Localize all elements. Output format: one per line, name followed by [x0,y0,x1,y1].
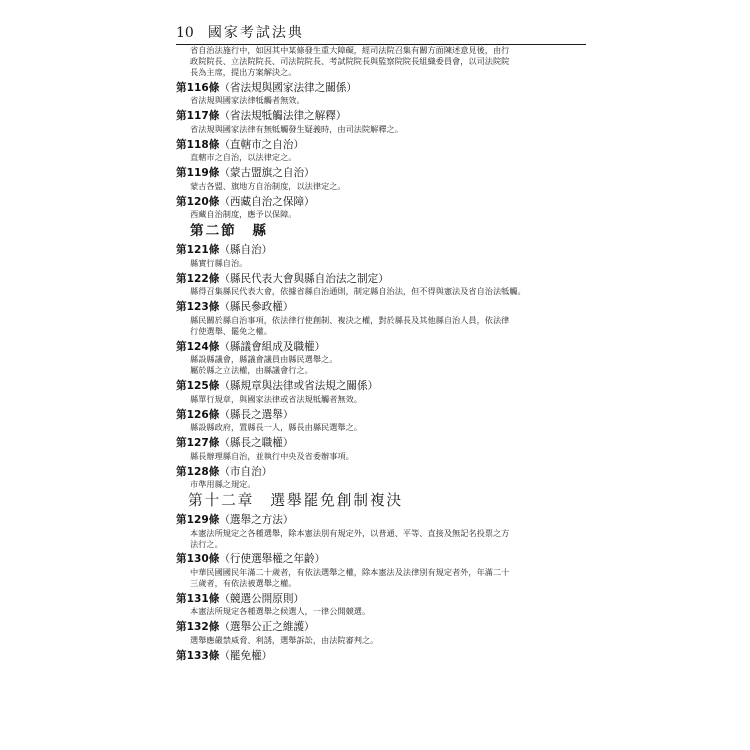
article-number: 第131條 [176,592,220,605]
article-text-line: 縣長辦理縣自治，並執行中央及省委辦事項。 [190,450,354,461]
article-heading [176,436,586,451]
article-heading [176,379,586,394]
article-text-line: 省法規與國家法律牴觸者無效。 [190,95,305,106]
body-line: 長為主席，提出方案解決之。 [190,66,297,77]
article-number: 第126條 [176,408,220,421]
article-text-line: 縣實行縣自治。 [190,257,248,268]
article [176,408,586,434]
article-heading [176,243,586,258]
article-text-line: 縣設縣議會，縣議會議員由縣民選舉之。 [190,354,338,365]
article-heading [176,166,586,181]
article-title: （縣自治） [219,244,273,257]
article-number: 第129條 [176,514,220,527]
article-number: 第130條 [176,553,220,566]
article-number: 第124條 [176,340,220,353]
document-body [176,45,586,663]
article-title: （競選公開原則） [219,592,305,605]
article-text-line: 屬於縣之立法權，由縣議會行之。 [190,365,313,376]
article-title: （行使選舉權之年齡） [219,553,326,566]
article-heading [176,513,586,528]
article-text-line: 市準用縣之規定。 [190,479,256,490]
article-title: （縣民參政權） [219,301,294,314]
article-text-line: 蒙古各盟、旗地方自治制度，以法律定之。 [190,180,346,191]
article-title: （縣規章與法律或省法規之關係） [219,380,379,393]
article-heading [176,109,586,124]
article-text-line: 本憲法所規定之各種選舉，除本憲法別有規定外，以普通、平等、直接及無記名投票之方 [190,527,510,538]
chapter-label: 第十二章 [188,492,255,510]
article-title: （省法規與國家法律之關係） [219,81,358,94]
article-heading [176,300,586,315]
article-heading [176,649,586,664]
article [176,300,586,336]
article-title: （市自治） [219,465,273,478]
article-text-line: 縣單行規章，與國家法律或省法規牴觸者無效。 [190,393,362,404]
article-text-line: 行使選舉、罷免之權。 [190,325,272,336]
article-title: （罷免權） [219,649,273,662]
article-heading [176,340,586,355]
page-header [176,22,586,46]
article-heading [176,552,586,567]
article [176,552,586,588]
article-heading [176,195,586,210]
article [176,649,586,664]
article-number: 第122條 [176,272,220,285]
article-number: 第133條 [176,649,220,662]
article-title: （縣長之選舉） [219,408,294,421]
article-number: 第123條 [176,301,220,314]
article-text-line: 法行之。 [190,538,223,549]
article [176,436,586,462]
article-number: 第132條 [176,621,220,634]
article-heading [176,592,586,607]
article-title: （直轄市之自治） [219,138,305,151]
article-title: （省法規牴觸法律之解釋） [219,110,347,123]
article [176,620,586,646]
article-number: 第120條 [176,195,220,208]
article [176,138,586,164]
article-number: 第118條 [176,138,220,151]
article-number: 第116條 [176,81,220,94]
article [176,195,586,221]
chapter-title [176,491,586,510]
article-text-line: 本憲法所規定各種選舉之候選人，一律公開競選。 [190,606,371,617]
article-title: （縣民代表大會與縣自治法之制定） [219,272,389,285]
article-title: （西藏自治之保障） [219,195,315,208]
article-heading [176,408,586,423]
article [176,513,586,549]
page-number: 10 [176,25,194,41]
article [176,109,586,135]
article [176,272,586,298]
article-heading [176,465,586,480]
book-title: 國家考試法典 [207,25,304,41]
article-number: 第117條 [176,110,220,123]
body-line: 政院院長、立法院院長、司法院院長、考試院院長與監察院院長組織委員會，以司法院院 [190,55,510,66]
article-number: 第127條 [176,437,220,450]
article-number: 第121條 [176,244,220,257]
article-number: 第125條 [176,380,220,393]
article-text-line: 縣民關於縣自治事項，依法律行使創制、複決之權，對於縣長及其他縣自治人員，依法律 [190,314,510,325]
article-number: 第128條 [176,465,220,478]
article-heading [176,272,586,287]
article-number: 第119條 [176,167,220,180]
article-title: （選舉公正之維護） [219,621,315,634]
body-line: 省自治法施行中，如因其中某條發生重大障礙，經司法院召集有關方面陳述意見後，由行 [190,45,510,55]
article-text-line: 選舉應嚴禁威脅、利誘，選舉訴訟，由法院審判之。 [190,634,379,645]
article-text-line: 省法規與國家法律有無牴觸發生疑義時，由司法院解釋之。 [190,123,403,134]
article [176,379,586,405]
chapter-name: 選舉罷免創制複決 [270,492,404,510]
article [176,243,586,269]
article-text-line: 縣得召集縣民代表大會，依據省縣自治通則，制定縣自治法，但不得與憲法及省自治法牴觸。 [190,286,526,297]
article [176,465,586,491]
article-heading [176,81,586,96]
article-title: （蒙古盟旗之自治） [219,167,315,180]
article-title: （縣長之職權） [219,437,294,450]
article-text-line: 西藏自治制度，應予以保障。 [190,209,297,220]
article-text-line: 直轄市之自治，以法律定之。 [190,152,297,163]
article-heading [176,620,586,635]
paragraph [176,45,586,78]
article [176,340,586,376]
article-text-line: 中華民國國民年滿二十歲者，有依法選舉之權，除本憲法及法律別有規定者外，年滿二十 [190,567,510,578]
section-title: 第二節 縣 [190,223,268,240]
article [176,81,586,107]
article-text-line: 三歲者，有依法被選舉之權。 [190,577,297,588]
article-text-line: 縣設縣政府，置縣長一人，縣長由縣民選舉之。 [190,422,362,433]
article [176,592,586,618]
article [176,166,586,192]
article-title: （縣議會組成及職權） [219,340,326,353]
article-heading [176,138,586,153]
article-title: （選舉之方法） [219,514,294,527]
